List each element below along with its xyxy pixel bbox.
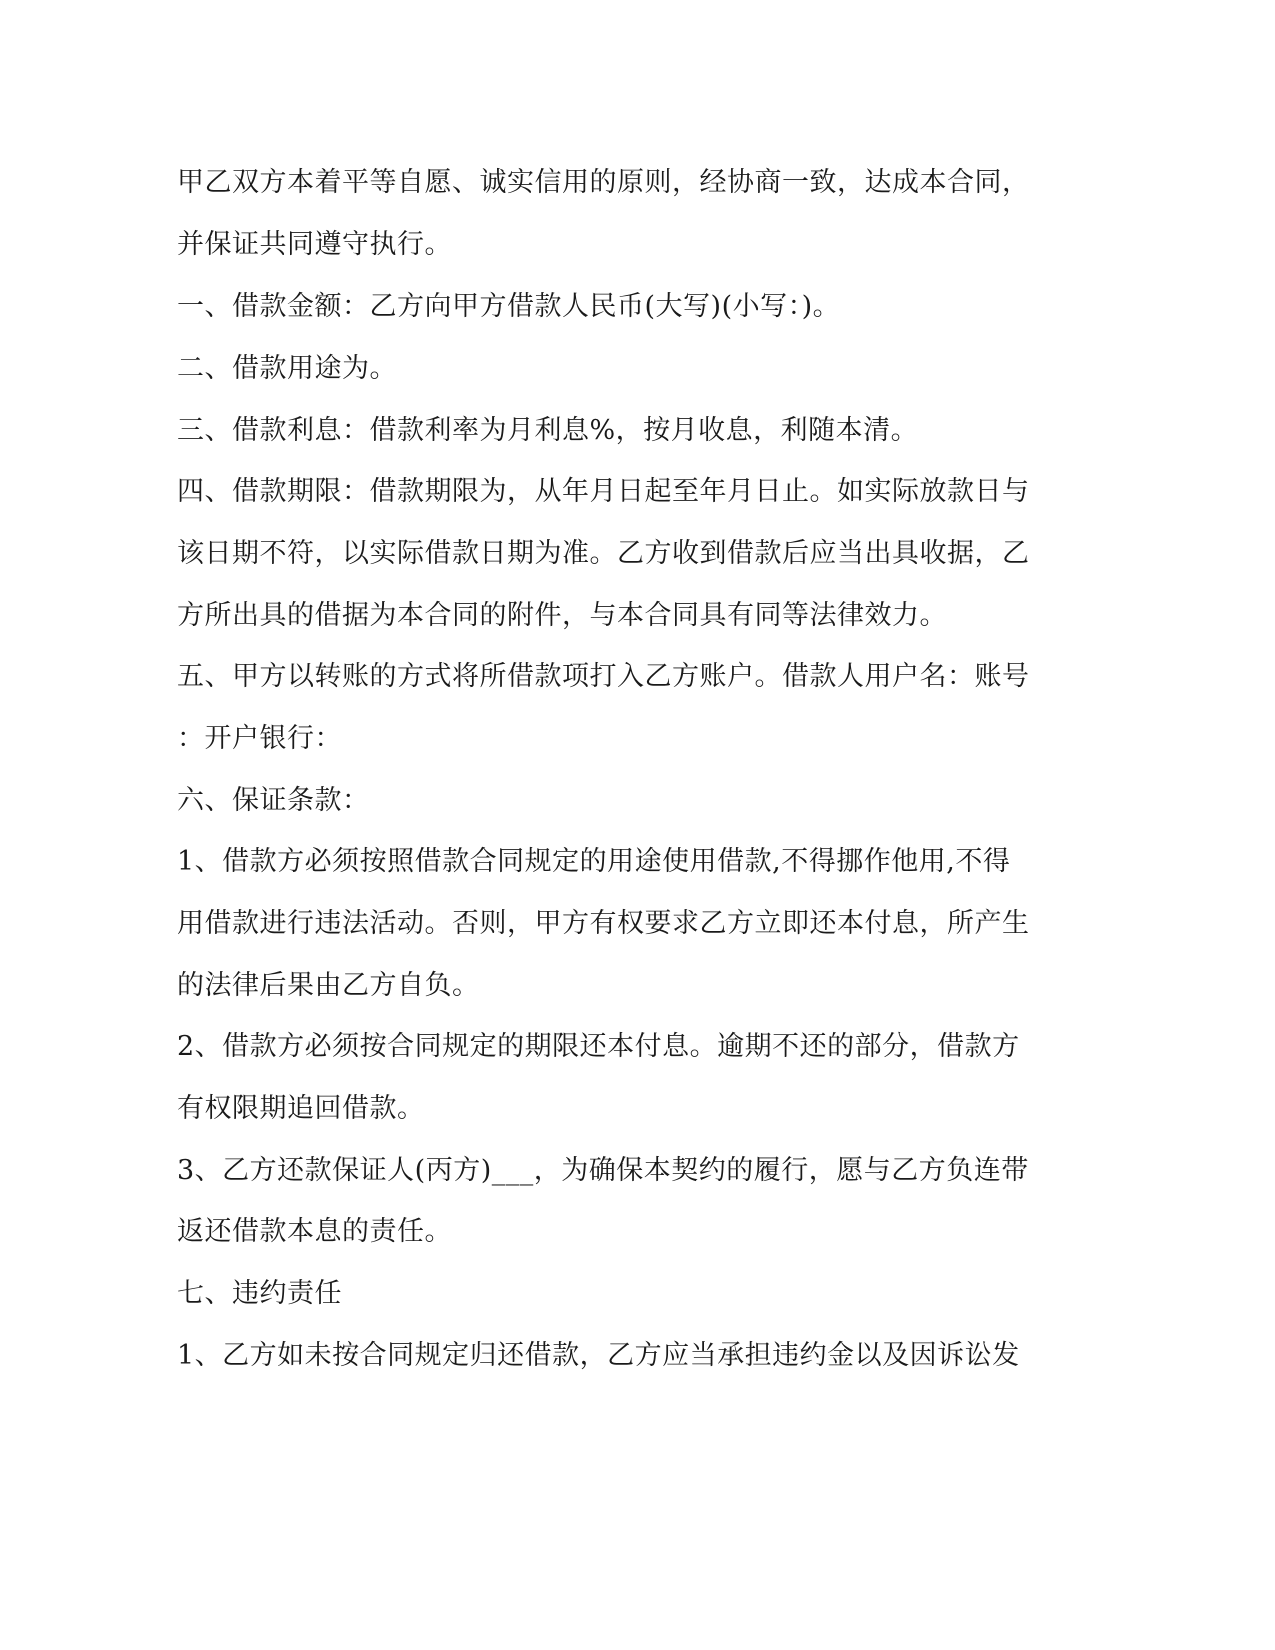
text-line: 方所出具的借据为本合同的附件，与本合同具有同等法律效力。 [177,600,947,631]
text-line: 用借款进行违法活动。否则，甲方有权要求乙方立即还本付息，所产生 [177,908,1030,939]
clause-line: 二、借款用途为。 [177,353,397,384]
list-item: 1、借款方必须按照借款合同规定的用途使用借款,不得挪作他用,不得 [177,846,1011,877]
section-heading: 六、保证条款： [177,785,370,816]
list-item: 1、乙方如未按合同规定归还借款，乙方应当承担违约金以及因诉讼发 [177,1340,1020,1371]
text-line: 该日期不符，以实际借款日期为准。乙方收到借款后应当出具收据，乙 [177,538,1030,569]
clause-line: 五、甲方以转账的方式将所借款项打入乙方账户。借款人用户名：账号 [177,661,1030,692]
text-line: 的法律后果由乙方自负。 [177,970,480,1001]
section-heading: 七、违约责任 [177,1278,342,1309]
text-line: ：开户银行： [177,723,342,754]
list-item: 3、乙方还款保证人(丙方)___，为确保本契约的履行，愿与乙方负连带 [177,1155,1029,1186]
clause-line: 四、借款期限：借款期限为，从年月日起至年月日止。如实际放款日与 [177,476,1030,507]
text-line: 并保证共同遵守执行。 [177,229,452,260]
clause-line: 一、借款金额：乙方向甲方借款人民币(大写)(小写：)。 [177,291,841,322]
text-line: 返还借款本息的责任。 [177,1216,452,1247]
text-line: 有权限期追回借款。 [177,1093,425,1124]
clause-line: 三、借款利息：借款利率为月利息%，按月收息，利随本清。 [177,415,919,446]
list-item: 2、借款方必须按合同规定的期限还本付息。逾期不还的部分，借款方 [177,1031,1020,1062]
text-line: 甲乙双方本着平等自愿、诚实信用的原则，经协商一致，达成本合同， [177,167,1030,198]
